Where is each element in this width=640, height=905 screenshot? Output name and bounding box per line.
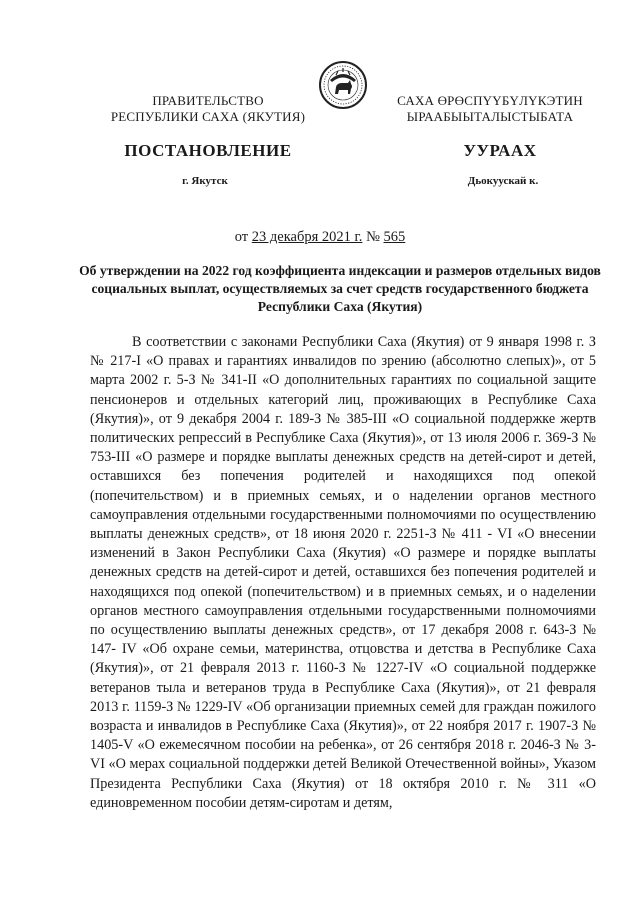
document-heading: Об утверждении на 2022 год коэффициента индексации и размеров отдельных видов социальных выплат, осуществляемых за счет средств государственного бюджета Республики Саха (Якутия): [79, 263, 601, 314]
document-date: 23 декабря 2021 г.: [251, 229, 363, 245]
city-russian: г. Якутск: [182, 175, 228, 187]
number-label: №: [362, 229, 384, 245]
government-name-yakut: САХА ӨРӨСПҮҮБҮЛҮКЭТИН ЫРААБЫЫТАЛЫСТЫБАТА: [397, 93, 583, 124]
date-number-line: [0, 229, 640, 246]
document-type-yakut: УУРААХ: [463, 141, 537, 160]
body-paragraph: В соответствии с законами Республики Саха (Якутия) от 9 января 1998 г. З № 217-I «О правах и гарантиях инвалидов по зрению (абсолютно слепых)», от 5 марта 2002 г. 5-З № 341-II «О дополнительных гарантиях по социальной защите пенсионеров и отдельных категорий лиц, проживающих в Республике Саха (Якутия)», от 9 декабря 2004 г. 189-З № 385-III «О социальной поддержке жертв политических репрессий в Республике Саха (Якутия)», от 13 июля 2006 г. 369-З № 753-III «О размере и порядке выплаты денежных средств на детей-сирот и детей, оставшихся без попечения родителей и находящихся под опекой (попечительством) и в приемных семьях, и о наделении органов местного самоуправления отдельными государственными полномочиями по осуществлению выплаты денежных средств», от 18 июня 2020 г. 2251-З № 411 - VI «О внесении изменений в Закон Республики Саха (Якутия) «О размере и порядке выплаты денежных средств на детей-сирот и детей, оставшихся без попечения родителей и находящихся под опекой (попечительством) и в приемных семьях, и о наделении органов местного самоуправления отдельными государственными полномочиями по осуществлению выплаты денежных средств», от 17 декабря 2008 г. 643-З № 147- IV «Об охране семьи, материнства, отцовства и детства в Республике Саха (Якутия)», от 21 февраля 2013 г. 1160-З № 1227-IV «О социальной поддержке ветеранов тыла и ветеранов труда в Республике Саха (Якутия)», от 21 февраля 2013 г. 1159-З № 1229-IV «Об организации приемных семей для граждан пожилого возраста и инвалидов в Республике Саха (Якутия)», от 22 ноября 2017 г. 1907-З № 1405-V «О ежемесячном пособии на ребенка», от 26 сентября 2018 г. 2046-З № 3-VI «О мерах социальной поддержки детей Великой Отечественной войны», Указом Президента Республики Саха (Якутия) от 18 октября 2010 г. № 311 «О единовременном пособии детям-сиротам и детям,: [90, 334, 596, 811]
city-yakut: Дьокуускай к.: [467, 175, 539, 187]
document-number: 565: [383, 229, 406, 245]
coat-of-arms-emblem: [318, 60, 368, 110]
date-prefix: от: [234, 229, 252, 245]
government-name-russian: ПРАВИТЕЛЬСТВО РЕСПУБЛИКИ САХА (ЯКУТИЯ): [110, 93, 306, 124]
document-type-russian: ПОСТАНОВЛЕНИЕ: [124, 141, 292, 160]
